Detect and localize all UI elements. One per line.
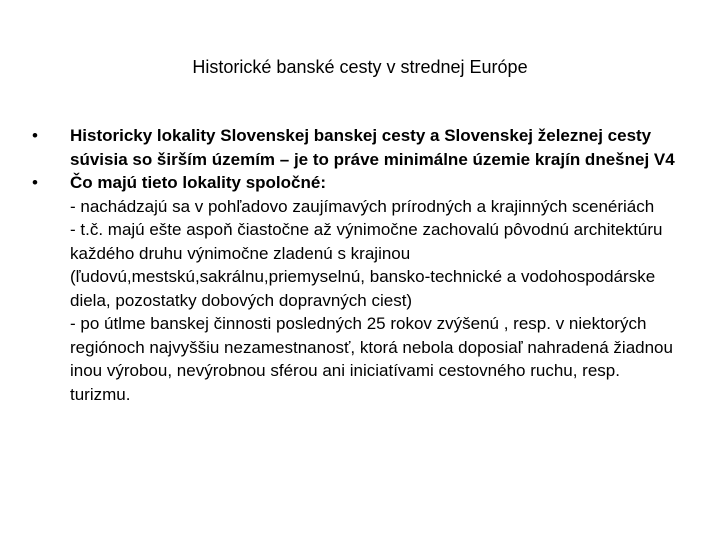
sub-line-architecture: - t.č. majú ešte aspoň čiastočne až výnimočne zachovalú pôvodnú architektúru každého druhu výnimočne zladenú s krajinou (ľudovú,mestskú,sakrálnu,priemyselnú, bansko-technické a vodohospodárske diela, pozostatky dobových dopravných ciest) [70, 220, 663, 310]
sub-line-unemployment: - po útlme banskej činnosti posledných 25 rokov zvýšenú , resp. v niektorých regiónoch najvyššiu nezamestnanosť, ktorá nebola doposiaľ nahradená žiadnou inou výrobou, nevýrobnou sférou ani iniciatívami cestovného ruchu, resp. turizmu. [70, 314, 673, 404]
bullet-body [70, 171, 682, 406]
slide-title: Historické banské cesty v strednej Európe [192, 57, 528, 77]
sub-line-scenery: - nachádzajú sa v pohľadovo zaujímavých prírodných a krajinných scenériách [70, 196, 655, 216]
bullet-heading: Čo majú tieto lokality spoločné: [70, 173, 326, 192]
bullet-text: Historicky lokality Slovenskej banskej cesty a Slovenskej železnej cesty súvisia so širším územím – je to práve minimálne územie krajín dnešnej V4 [70, 126, 675, 169]
bullet-item-1 [32, 124, 682, 171]
bullet-marker: • [32, 126, 38, 145]
slide-content [32, 124, 682, 406]
bullet-item-2 [32, 171, 682, 406]
bullet-marker: • [32, 173, 38, 192]
